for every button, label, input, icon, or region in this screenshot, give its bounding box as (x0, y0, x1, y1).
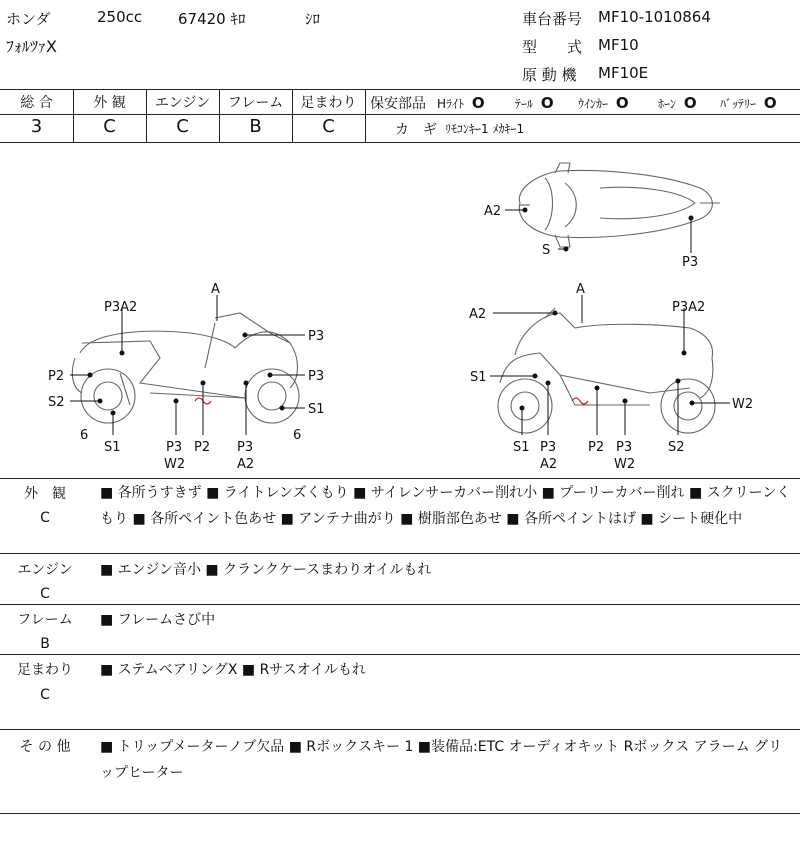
remark-text-suspension: ■ ステムベアリングX ■ Rサスオイルもれ (100, 662, 367, 678)
diagram-label: A2 (237, 457, 255, 472)
diagram-label: W2 (614, 457, 636, 472)
diagram-label: P2 (194, 440, 211, 455)
damage-diagram (0, 143, 800, 478)
safety-item-mark: O (615, 94, 629, 112)
grade-engine: C (176, 116, 189, 137)
remark-text-frame: ■ フレームさび中 (100, 612, 216, 628)
divider (0, 553, 800, 554)
divider (0, 729, 800, 730)
diagram-label: A (576, 282, 585, 297)
frame-no: MF10-1010864 (598, 8, 711, 26)
safety-label: 保安部品 (370, 96, 426, 112)
remark-text-exterior: ■ 各所うすきず ■ ライトレンズくもり ■ サイレンサーカバー削れ小 ■ プーリーカバー削れ ■ スクリーンくもり ■ 各所ペイント色あせ ■ アンテナ曲がり ■ 樹脂部色あせ ■ 各所ペイントはげ ■ シート硬化中 (100, 485, 791, 527)
diagram-label: P3 (540, 440, 557, 455)
diagram-label: W2 (732, 397, 754, 412)
diagram-label: P3 (308, 369, 325, 384)
diagram-label: P3A2 (672, 300, 706, 315)
remark-label-other: そ の 他 (19, 739, 71, 755)
safety-item-name: ﾃｰﾙ (515, 97, 534, 111)
safety-item-name: ｳｲﾝｶｰ (578, 97, 609, 111)
maker: ホンダ (6, 10, 51, 28)
remark-text-engine: ■ エンジン音小 ■ クランクケースまわりオイルもれ (100, 562, 432, 578)
key-value: ﾘﾓｺﾝｷｰ1 ﾒｶｷｰ1 (445, 122, 525, 136)
scooter-left-side-icon (72, 313, 299, 423)
displacement: 250cc (97, 8, 143, 26)
divider (0, 478, 800, 479)
engine-value: MF10E (598, 64, 649, 82)
mileage: 67420 ｷﾛ (178, 10, 246, 28)
divider (0, 89, 800, 90)
grade-overall: 3 (30, 116, 43, 137)
safety-item-name: ﾎｰﾝ (658, 97, 677, 111)
frame-no-label: 車台番号 (522, 10, 583, 28)
diagram-label: S1 (470, 370, 487, 385)
model-name: ﾌｫﾙﾂｧX (6, 37, 57, 56)
diagram-label: S1 (308, 402, 325, 417)
diagram-label: S2 (668, 440, 685, 455)
diagram-label: A2 (469, 307, 487, 322)
grade-header-overall: 総 合 (20, 95, 53, 111)
safety-item-mark: O (763, 94, 777, 112)
grade-exterior: C (103, 116, 116, 137)
grade-suspension: C (322, 116, 335, 137)
diagram-label: P3A2 (104, 300, 138, 315)
remark-label-engine: エンジン (17, 562, 73, 578)
divider (365, 114, 800, 115)
divider (0, 654, 800, 655)
remark-label-suspension: 足まわり (17, 662, 73, 678)
diagram-label: A2 (540, 457, 558, 472)
divider (0, 604, 800, 605)
engine-label: 原 動 機 (522, 66, 577, 84)
diagram-label: 6 (80, 428, 89, 443)
diagram-label: 6 (293, 428, 302, 443)
diagram-label: A2 (484, 204, 502, 219)
diagram-label: A (211, 282, 220, 297)
grade-frame: B (249, 116, 262, 137)
safety-item-winker (578, 94, 629, 112)
type-value: MF10 (598, 36, 639, 54)
grade-header-exterior: 外 観 (93, 95, 126, 111)
safety-item-mark: O (471, 94, 485, 112)
diagram-label: P3 (237, 440, 254, 455)
diagram-label: P2 (588, 440, 605, 455)
grade-header-frame: フレーム (227, 95, 284, 111)
diagram-label: P3 (616, 440, 633, 455)
divider (365, 89, 366, 142)
grade-header-engine: エンジン (154, 95, 211, 111)
diagram-label: P3 (308, 329, 325, 344)
safety-item-headlight (437, 94, 485, 112)
key-label: カ ギ (395, 122, 437, 138)
diagram-label: P3 (166, 440, 183, 455)
safety-item-horn (658, 94, 697, 112)
safety-item-name: Hﾗｲﾄ (437, 97, 465, 111)
remark-label-exterior: 外 観 (24, 486, 66, 502)
diagram-label: P3 (682, 255, 699, 270)
grade-header-suspension: 足まわり (300, 95, 357, 111)
remark-text-other: ■ トリップメーターノブ欠品 ■ Rボックスキー 1 ■装備品:ETC オーディオキット Rボックス アラーム グリップヒーター (100, 739, 783, 781)
safety-item-mark: O (540, 94, 554, 112)
divider (0, 114, 365, 115)
type-label: 型 式 (522, 38, 583, 56)
safety-item-battery (720, 94, 777, 112)
remark-grade-engine: C (40, 586, 50, 602)
remark-grade-frame: B (40, 636, 50, 652)
remark-label-frame: フレーム (17, 612, 73, 628)
color: ｼﾛ (305, 10, 321, 28)
safety-item-name: ﾊﾞｯﾃﾘｰ (720, 97, 757, 111)
diagram-label: S (542, 243, 551, 258)
divider (0, 813, 800, 814)
safety-item-mark: O (683, 94, 697, 112)
remark-grade-suspension: C (40, 687, 50, 703)
safety-item-tail (515, 94, 554, 112)
scooter-top-view-icon (519, 163, 720, 247)
scooter-right-side-icon (498, 308, 715, 433)
diagram-label: S1 (513, 440, 530, 455)
diagram-label: P2 (48, 369, 65, 384)
diagram-label: S1 (104, 440, 121, 455)
remark-grade-exterior: C (40, 510, 50, 526)
diagram-label: W2 (164, 457, 186, 472)
diagram-label: S2 (48, 395, 65, 410)
